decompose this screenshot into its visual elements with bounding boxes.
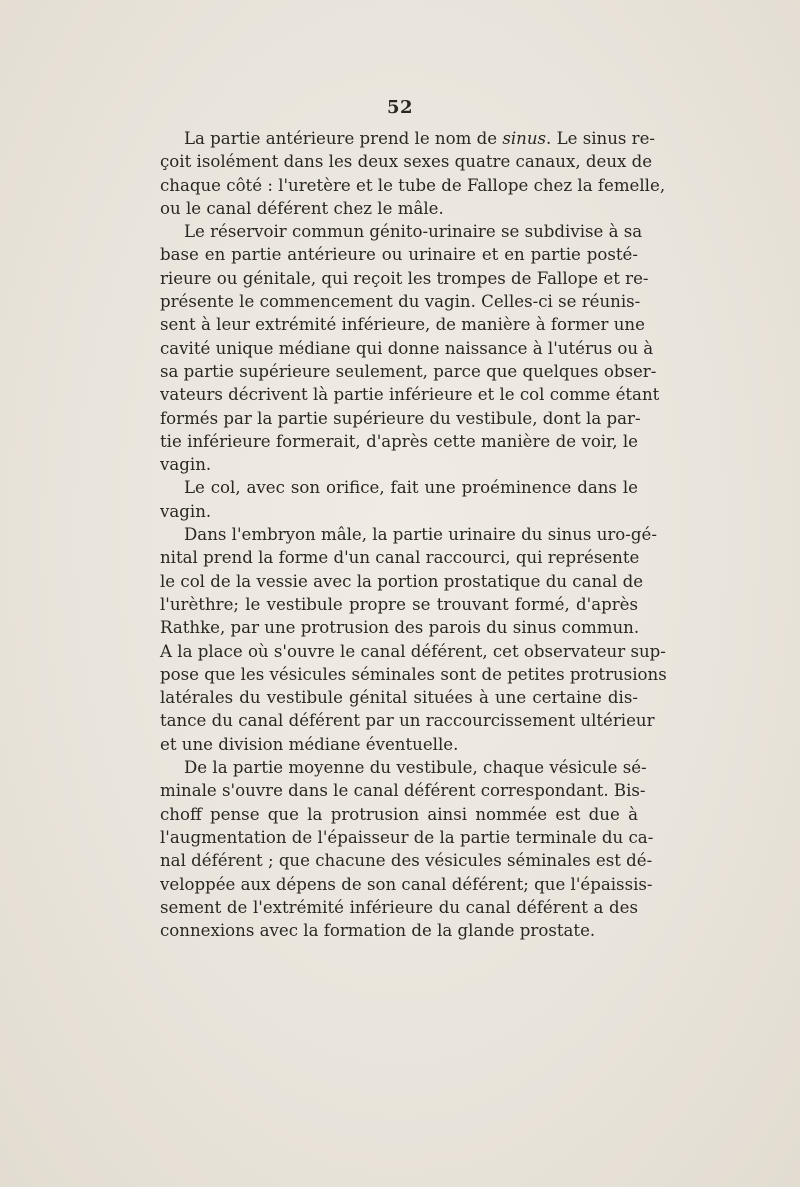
paragraph: [160, 523, 667, 756]
text-line: l'augmentation de l'épaisseur de la partie terminale du ca-: [160, 827, 654, 847]
text-line: présente le commencement du vagin. Celles-ci se réunis-: [160, 292, 641, 312]
text-line: çoit isolément dans les deux sexes quatre canaux, deux de: [160, 152, 653, 172]
emphasis: sinus: [502, 129, 547, 148]
text-line: Le col, avec son orifice, fait une proéminence dans le: [184, 478, 638, 498]
text-line: formés par la partie supérieure du vestibule, dont la par-: [160, 408, 641, 428]
text-line: cavité unique médiane qui donne naissance à l'utérus ou à: [160, 338, 654, 358]
text-line: Le réservoir commun génito-urinaire se subdivise à sa: [184, 222, 643, 242]
text-line: La partie antérieure prend le nom de sinus. Le sinus re-: [184, 129, 656, 148]
text-line: Rathke, par une protrusion des parois du sinus commun.: [160, 618, 640, 638]
text-line: ou le canal déférent chez le mâle.: [160, 198, 444, 218]
text-line: sent à leur extrémité inférieure, de manière à former une: [160, 315, 645, 335]
text-line: vagin.: [160, 501, 212, 521]
text-line: Dans l'embryon mâle, la partie urinaire du sinus uro-gé-: [184, 525, 657, 545]
text-line: nital prend la forme d'un canal raccourci, qui représente: [160, 548, 640, 568]
paragraph: [160, 220, 660, 476]
text-line: chaque côté : l'uretère et le tube de Fallope chez la femelle,: [160, 175, 666, 195]
page-number: 52: [386, 97, 414, 118]
text-line: latérales du vestibule génital situées à une certaine dis-: [160, 688, 638, 708]
text-line: vagin.: [160, 455, 212, 475]
text-line: vateurs décrivent là partie inférieure et le col comme étant: [160, 385, 660, 405]
text-line: choff pense que la protrusion ainsi nommée est due à: [160, 804, 638, 824]
text-line: minale s'ouvre dans le canal déférent correspondant. Bis-: [160, 781, 646, 801]
text-line: veloppée aux dépens de son canal déférent; que l'épaissis-: [160, 874, 653, 894]
text-line: sement de l'extrémité inférieure du canal déférent a des: [160, 897, 638, 917]
text-line: base en partie antérieure ou urinaire et en partie posté-: [160, 245, 638, 265]
text-line: rieure ou génitale, qui reçoit les trompes de Fallope et re-: [160, 268, 649, 288]
text-line: tance du canal déférent par un raccourcissement ultérieur: [160, 711, 655, 731]
text-line: tie inférieure formerait, d'après cette manière de voir, le: [160, 431, 638, 451]
text-line: le col de la vessie avec la portion prostatique du canal de: [160, 571, 644, 591]
paragraph: [160, 127, 666, 220]
text-line: pose que les vésicules séminales sont de petites protrusions: [160, 664, 667, 684]
paragraph: [160, 756, 654, 942]
text-line: connexions avec la formation de la glande prostate.: [160, 921, 596, 941]
paragraph: [160, 476, 638, 523]
body-text: [160, 127, 667, 942]
text-line: A la place où s'ouvre le canal déférent, cet observateur sup-: [160, 641, 666, 661]
text-line: et une division médiane éventuelle.: [160, 734, 459, 754]
text-line: nal déférent ; que chacune des vésicules séminales est dé-: [160, 851, 653, 871]
text-line: sa partie supérieure seulement, parce que quelques obser-: [160, 361, 657, 381]
text-line: l'urèthre; le vestibule propre se trouvant formé, d'après: [160, 594, 638, 614]
text-line: De la partie moyenne du vestibule, chaque vésicule sé-: [184, 758, 647, 778]
